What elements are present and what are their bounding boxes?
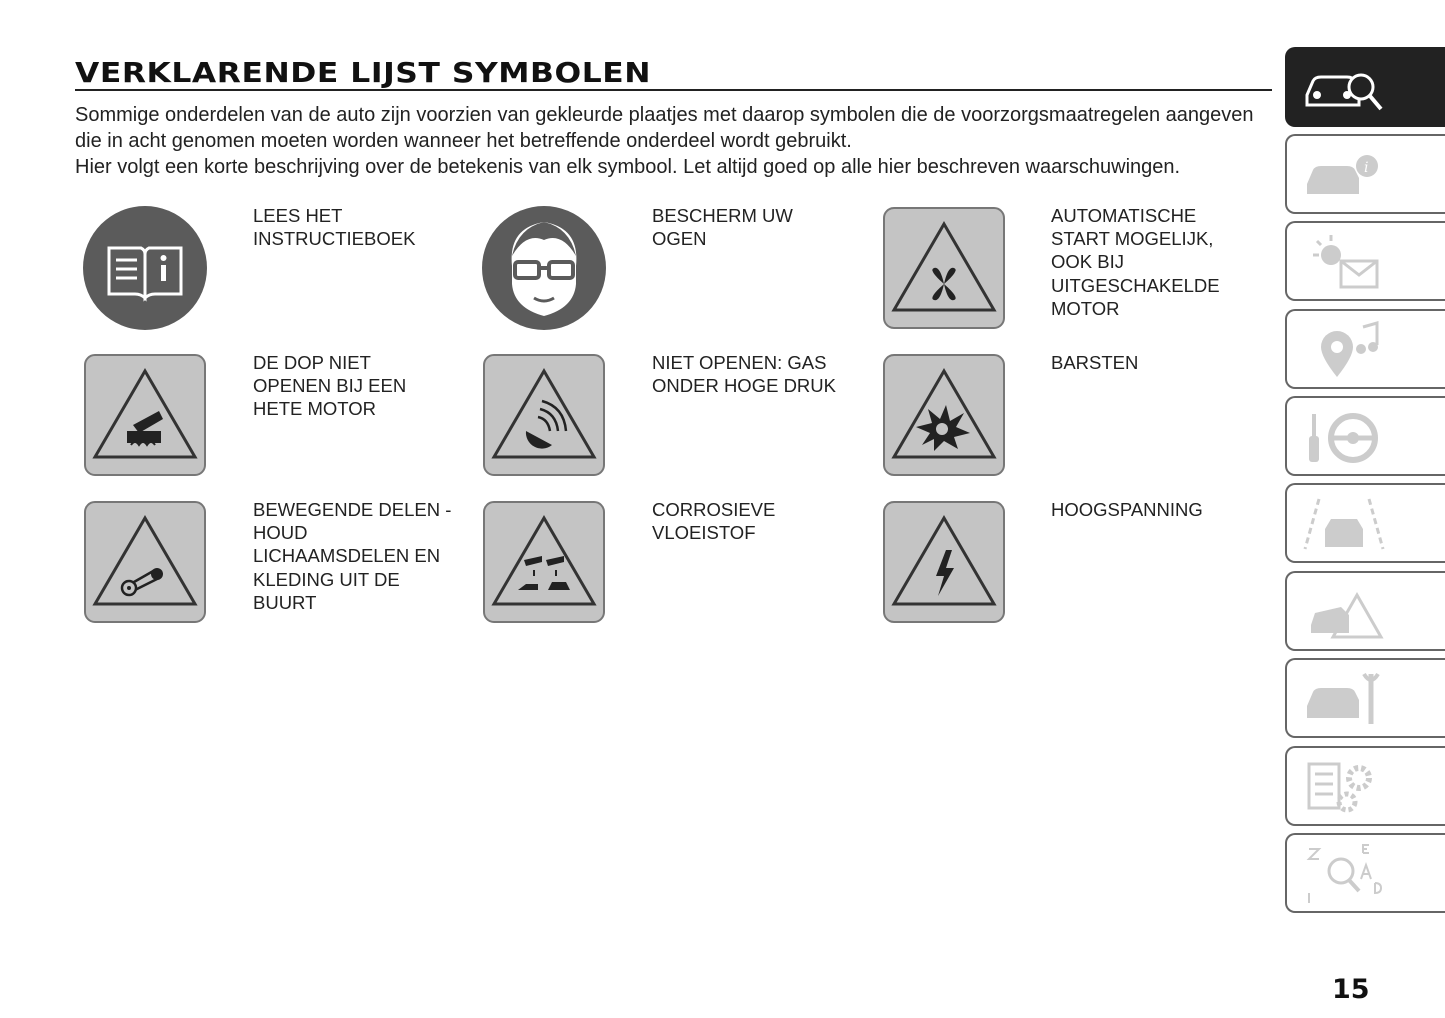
tab-emergency[interactable] [1285,571,1445,651]
symbol-label-explosion: BARSTEN [1051,352,1139,373]
tab-navigation-music[interactable] [1285,309,1445,389]
tab-maintenance[interactable] [1285,658,1445,738]
car-accident-warning-icon [1301,581,1391,643]
explosion-warning-icon [882,353,1006,477]
symbol-label-moving-parts: BEWEGENDE DELEN - HOUD LICHAAMSDELEN EN KLEDING UIT DE BUURT [253,499,452,613]
hot-cap-warning-icon [83,353,207,477]
tab-alphabetical-index[interactable] [1285,833,1445,913]
car-info-icon [1301,144,1391,206]
steering-wheel-icon [1301,406,1391,468]
symbol-label-read-manual: LEES HET INSTRUCTIEBOEK [253,205,416,250]
eye-protection-icon [482,206,606,330]
symbol-label-hot-cap: DE DOP NIET OPENEN BIJ EEN HETE MOTOR [253,352,407,420]
corrosive-warning-icon [482,500,606,624]
moving-parts-warning-icon [83,500,207,624]
car-search-icon [1301,57,1391,119]
fan-warning-icon [882,206,1006,330]
alphabet-index-icon [1301,843,1391,905]
high-voltage-warning-icon [882,500,1006,624]
car-maintenance-icon [1301,668,1391,730]
tab-car-info[interactable] [1285,134,1445,214]
page-title: VERKLARENDE LIJST SYMBOLEN [75,56,652,89]
title-divider [75,89,1272,91]
intro-paragraph-2: Hier volgt een korte beschrijving over de betekenis van elk symbool. Let altijd goed op alle hier beschreven waarschuwingen. [75,156,1181,178]
svg-text:i: i [1364,160,1369,176]
tab-car-search[interactable] [1285,47,1445,127]
symbol-label-automatic-start: AUTOMATISCHE START MOGELIJK, OOK BIJ UITGESCHAKELDE MOTOR [1051,205,1220,319]
symbol-label-high-voltage: HOOGSPANNING [1051,499,1203,520]
symbol-label-eye-protection: BESCHERM UW OGEN [652,205,793,250]
read-manual-icon [83,206,207,330]
intro-text [75,102,1265,180]
tab-driving[interactable] [1285,396,1445,476]
specifications-gears-icon [1301,756,1391,818]
tab-lane-assist[interactable] [1285,483,1445,563]
pressure-gas-warning-icon [482,353,606,477]
page-number: 15 [1332,974,1370,1005]
warning-light-message-icon [1301,231,1391,293]
symbol-label-pressure-gas: NIET OPENEN: GAS ONDER HOGE DRUK [652,352,836,397]
navigation-music-icon [1301,319,1391,381]
symbol-label-corrosive: CORROSIEVE VLOEISTOF [652,499,776,544]
car-lane-icon [1301,493,1391,555]
intro-paragraph-1: Sommige onderdelen van de auto zijn voorzien van gekleurde plaatjes met daarop symbolen die de voorzorgsmaatregelen aangeven die in acht genomen moeten worden wanneer het betreffende onderdeel wordt gebruikt. [75,104,1254,152]
tab-technical-data[interactable] [1285,746,1445,826]
tab-warning-lights-messages[interactable] [1285,221,1445,301]
